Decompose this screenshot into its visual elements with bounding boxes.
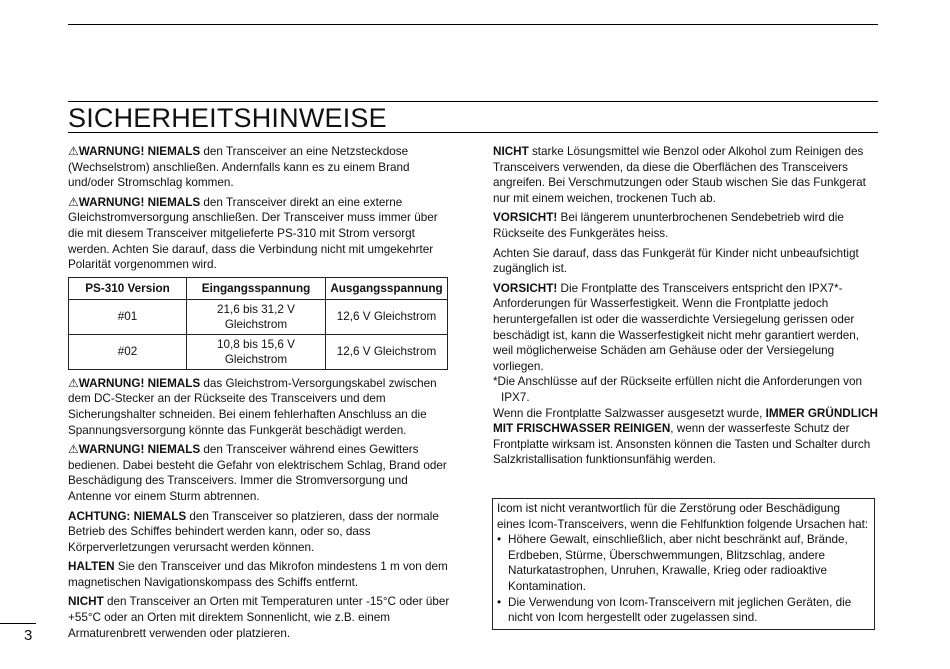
caution-heat: VORSICHT! Bei längerem ununterbrochenen Sendebetrieb wird die Rückseite des Funkgerätes heiss. [493,211,844,240]
top-rule [68,24,878,25]
page-number-rule [0,623,36,624]
header-input-voltage: Eingangsspannung [187,277,326,299]
ps310-voltage-table [68,277,448,370]
warning-power-outlet: ⚠WARNUNG! NIEMALS den Transceiver an eine Netzsteckdose (Wechselstrom) anschließen. Andernfalls kann es zu einem Brand und/oder Stromschlag kommen. [68,144,410,190]
left-column [68,144,450,645]
title-rule-top [68,101,878,102]
table-cell: #02 [69,334,187,369]
notice-children: Achten Sie darauf, dass das Funkgerät für Kinder nicht unbeaufsichtigt zugänglich ist. [493,246,859,276]
warning-triangle-icon: ⚠ [68,194,79,209]
table-row [69,334,448,369]
table-header-row [69,277,448,299]
warning-thunderstorm: ⚠WARNUNG! NIEMALS den Transceiver während eines Gewitters bedienen. Dabei besteht die Gefahr von elektrischem Schlag, Brand oder Beschädigung des Transceivers. Immer die Stromversorgung und Antenne vor einem Sturm abtrennen. [68,442,447,503]
header-output-voltage: Ausgangsspannung [326,277,448,299]
disclaimer-intro: Icom ist nicht verantwortlich für die Zerstörung oder Beschädigung eines Icom-Transceivers, wenn die Fehlfunktion folgende Ursachen hat: [497,502,869,531]
table-cell: 12,6 V Gleichstrom [326,299,448,334]
warning-triangle-icon: ⚠ [68,442,79,457]
warning-triangle-icon: ⚠ [68,375,79,390]
warning-dc-cable: ⚠WARNUNG! NIEMALS das Gleichstrom-Versorgungskabel zwischen dem DC-Stecker an der Rückseite des Transceivers und dem Sicherungshalter schneiden. Bei einem fehlerhaften Anschluss an die Spannungsversorgung könnte das Funkgerät beschädigt werden. [68,375,437,437]
caution-placement: ACHTUNG: NIEMALS den Transceiver so platzieren, dass der normale Betrieb des Schiffes behindert werden kann, oder so, dass Körperverletzungen verursacht werden können. [68,509,439,554]
warning-triangle-icon: ⚠ [68,144,79,158]
notice-saltwater: Wenn die Frontplatte Salzwasser ausgesetzt wurde, IMMER GRÜNDLICH MIT FRISCHWASSER REINIGEN, wenn der wasserfeste Schutz der Frontplatte wirksam ist. Ansonsten können die Tasten und Schalter durch Salzkristallisation funktionsunfähig werden. [493,406,878,467]
page-title: SICHERHEITSHINWEISE [68,103,387,133]
caution-ipx7: VORSICHT! Die Frontplatte des Transceivers entspricht den IPX7*-Anforderungen für Wasserfestigkeit. Wenn die Frontplatte jedoch heruntergefallen ist oder die wasserdichte Versiegelung gerissen oder beschädigt ist, kann die Wasserfestigkeit nicht mehr garantiert werden, weil möglicherweise Schäden am Gehäuse oder der Versiegelung vorliegen. [493,281,859,373]
notice-solvents: NICHT starke Lösungsmittel wie Benzol oder Alkohol zum Reinigen des Transceivers verwenden, da diese die Oberflächen des Transceivers angreifen. Bei Verschmutzungen oder Staub wischen Sie das Funkgerat nur mit einem weichen, trockenen Tuch ab. [493,145,866,205]
list-item: • Höhere Gewalt, einschließlich, aber nicht beschränkt auf, Brände, Erdbeben, Stürme, Überschwemmungen, Blitzschlag, andere Naturkatastrophen, Unruhen, Krawalle, Krieg oder radioaktive Kontamination. [497,532,870,594]
table-cell: 21,6 bis 31,2 V Gleichstrom [187,299,326,334]
table-row [69,299,448,334]
header-version: PS-310 Version [69,277,187,299]
notice-compass-distance: HALTEN Sie den Transceiver und das Mikrofon mindestens 1 m von dem magnetischen Navigationskompass des Schiffs entfernt. [68,560,448,589]
warning-external-dc: ⚠WARNUNG! NIEMALS den Transceiver direkt an eine externe Gleichstromversorgung anschließen. Der Transceiver muss immer über die mit diesem Transceiver mitgelieferte PS-310 mit Strom versorgt werden. Achten Sie darauf, dass die Verbindung nicht mit umgekehrter Polarität vorgenommen wird. [68,194,438,272]
disclaimer-list [497,532,870,626]
notice-temperature: NICHT den Transceiver an Orten mit Temperaturen unter -15°C oder über +55°C oder an Orten mit direktem Sonnenlicht, wie z.B. einem Armaturenbrett verwenden oder platzieren. [68,595,450,640]
right-column [493,144,878,472]
table-cell: 12,6 V Gleichstrom [326,334,448,369]
page-number: 3 [24,627,33,644]
table-cell: #01 [69,299,187,334]
table-cell: 10,8 bis 15,6 V Gleichstrom [187,334,326,369]
ipx7-footnote: *Die Anschlüsse auf der Rückseite erfüllen nicht die Anforderungen von IPX7. [493,375,863,404]
list-item: • Die Verwendung von Icom-Transceivern mit jeglichen Geräten, die nicht von Icom hergestellt oder zugelassen sind. [497,595,870,626]
liability-disclaimer-box [492,498,875,630]
